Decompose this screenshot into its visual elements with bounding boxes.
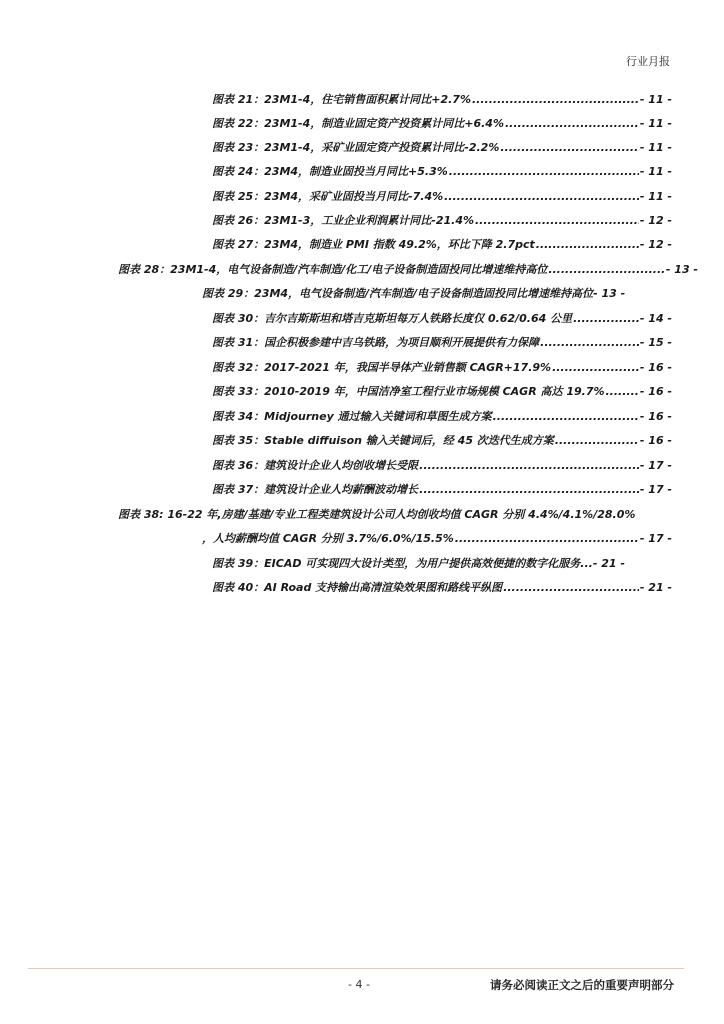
toc-entry-page: - 16 -	[639, 385, 672, 398]
toc-entry-title: 图表 24：23M4，制造业固投当月同比+5.3%	[212, 165, 448, 178]
toc-entry-page: - 21 -	[639, 581, 672, 594]
toc-entry-page: - 16 -	[639, 410, 672, 423]
toc-entry-title: 图表 22：23M1-4，制造业固定资产投资累计同比+6.4%	[212, 117, 504, 130]
toc-entry[interactable]	[212, 212, 672, 232]
toc-entry-title: 图表 39：EICAD 可实现四大设计类型，为用户提供高效便捷的数字化服务...	[212, 557, 593, 570]
toc-entry-title: 图表 26：23M1-3，工业企业利润累计同比-21.4%	[212, 214, 474, 227]
toc-entry[interactable]	[212, 457, 672, 477]
toc-entry-title: 图表 27：23M4，制造业 PMI 指数 49.2%，环比下降 2.7pct	[212, 238, 535, 251]
toc-dot-leader	[455, 532, 639, 545]
toc-entry-page: - 13 -	[593, 287, 626, 300]
toc-dot-leader	[548, 263, 665, 276]
toc-dot-leader	[536, 238, 639, 251]
toc-entry-title: 图表 29：23M4，电气设备制造/汽车制造/电子设备制造固投同比增速维持高位	[202, 287, 594, 300]
report-type-label: 行业月报	[626, 55, 670, 68]
toc-entry[interactable]	[212, 432, 672, 452]
toc-dot-leader	[540, 336, 639, 349]
page-number: - 4 -	[348, 978, 370, 991]
footer-divider	[28, 968, 684, 969]
toc-entry-page: - 17 -	[639, 532, 672, 545]
toc-entry-page: - 17 -	[639, 459, 672, 472]
toc-entry-title: 图表 33：2010-2019 年，中国洁净室工程行业市场规模 CAGR 高达 19.7%	[212, 385, 605, 398]
toc-entry[interactable]	[212, 188, 672, 208]
toc-entry[interactable]	[202, 285, 672, 305]
toc-dot-leader	[449, 165, 639, 178]
footer-disclaimer: 请务必阅读正文之后的重要声明部分	[490, 978, 674, 992]
toc-dot-leader	[552, 361, 639, 374]
toc-entry-page: - 17 -	[639, 483, 672, 496]
toc-entry-page: - 11 -	[639, 93, 672, 106]
toc-entry-continuation[interactable]	[202, 530, 672, 550]
toc-dot-leader	[505, 117, 639, 130]
toc-entry-page: - 11 -	[639, 165, 672, 178]
toc-dot-leader	[573, 312, 639, 325]
toc-entry-title: 图表 25：23M4，采矿业固投当月同比-7.4%	[212, 190, 444, 203]
toc-dot-leader	[555, 434, 639, 447]
toc-entry-page: - 13 -	[665, 263, 698, 276]
toc-entry-page: - 12 -	[639, 214, 672, 227]
toc-entry-page: - 16 -	[639, 361, 672, 374]
toc-entry-title: 图表 35：Stable diffuison 输入关键词后，经 45 次迭代生成方案	[212, 434, 554, 447]
toc-entry-page: - 15 -	[639, 336, 672, 349]
toc-dot-leader	[493, 410, 639, 423]
toc-entry-title: 图表 36：建筑设计企业人均创收增长受限	[212, 459, 419, 472]
toc-entry-title: 图表 28：23M1-4，电气设备制造/汽车制造/化工/电子设备制造固投同比增速维持高位	[118, 263, 548, 276]
toc-entry[interactable]	[212, 91, 672, 111]
toc-entry[interactable]	[212, 236, 672, 256]
toc-entry[interactable]	[212, 359, 672, 379]
toc-dot-leader	[419, 483, 639, 496]
toc-entry-title: 图表 37：建筑设计企业人均薪酬波动增长	[212, 483, 419, 496]
toc-entry-title: 图表 38: 16-22 年,房建/基建/专业工程类建筑设计公司人均创收均值 CAGR 分别 4.4%/4.1%/28.0%	[118, 508, 636, 521]
toc-entry[interactable]	[212, 481, 672, 501]
toc-entry[interactable]	[212, 139, 672, 159]
toc-entry[interactable]	[212, 579, 672, 599]
toc-entry[interactable]	[212, 334, 672, 354]
toc-dot-leader	[472, 93, 639, 106]
toc-entry-title: 图表 40：AI Road 支持输出高清渲染效果图和路线平纵图	[212, 581, 503, 594]
toc-entry[interactable]	[212, 408, 672, 428]
toc-entry-title: 图表 34：Midjourney 通过输入关键词和草图生成方案	[212, 410, 492, 423]
toc-entry-title: 图表 23：23M1-4，采矿业固定资产投资累计同比-2.2%	[212, 141, 500, 154]
toc-dot-leader	[475, 214, 639, 227]
toc-dot-leader	[500, 141, 639, 154]
toc-entry-page: - 21 -	[592, 557, 625, 570]
toc-entry-title: 图表 30：吉尔吉斯斯坦和塔吉克斯坦每万人铁路长度仅 0.62/0.64 公里	[212, 312, 573, 325]
toc-dot-leader	[503, 581, 639, 594]
toc-entry[interactable]	[212, 555, 672, 575]
toc-entry-page: - 11 -	[639, 117, 672, 130]
toc-entry-title: 图表 21：23M1-4，住宅销售面积累计同比+2.7%	[212, 93, 471, 106]
toc-entry-title: ，人均薪酬均值 CAGR 分别 3.7%/6.0%/15.5%	[202, 532, 454, 545]
toc-entry-page: - 16 -	[639, 434, 672, 447]
toc-entry[interactable]	[212, 310, 672, 330]
toc-entry-title: 图表 32：2017-2021 年，我国半导体产业销售额 CAGR+17.9%	[212, 361, 552, 374]
toc-entry-page: - 11 -	[639, 141, 672, 154]
toc-entry[interactable]	[212, 115, 672, 135]
toc-entry[interactable]	[118, 261, 698, 281]
toc-dot-leader	[419, 459, 639, 472]
toc-dot-leader	[606, 385, 639, 398]
toc-entry-page: - 11 -	[639, 190, 672, 203]
toc-entry-page: - 14 -	[639, 312, 672, 325]
toc-entry-page: - 12 -	[639, 238, 672, 251]
toc-dot-leader	[444, 190, 639, 203]
toc-entry[interactable]	[212, 163, 672, 183]
toc-entry-title: 图表 31：国企积极参建中吉乌铁路，为项目顺利开展提供有力保障	[212, 336, 540, 349]
toc-entry[interactable]	[212, 383, 672, 403]
toc-entry[interactable]	[118, 506, 678, 526]
